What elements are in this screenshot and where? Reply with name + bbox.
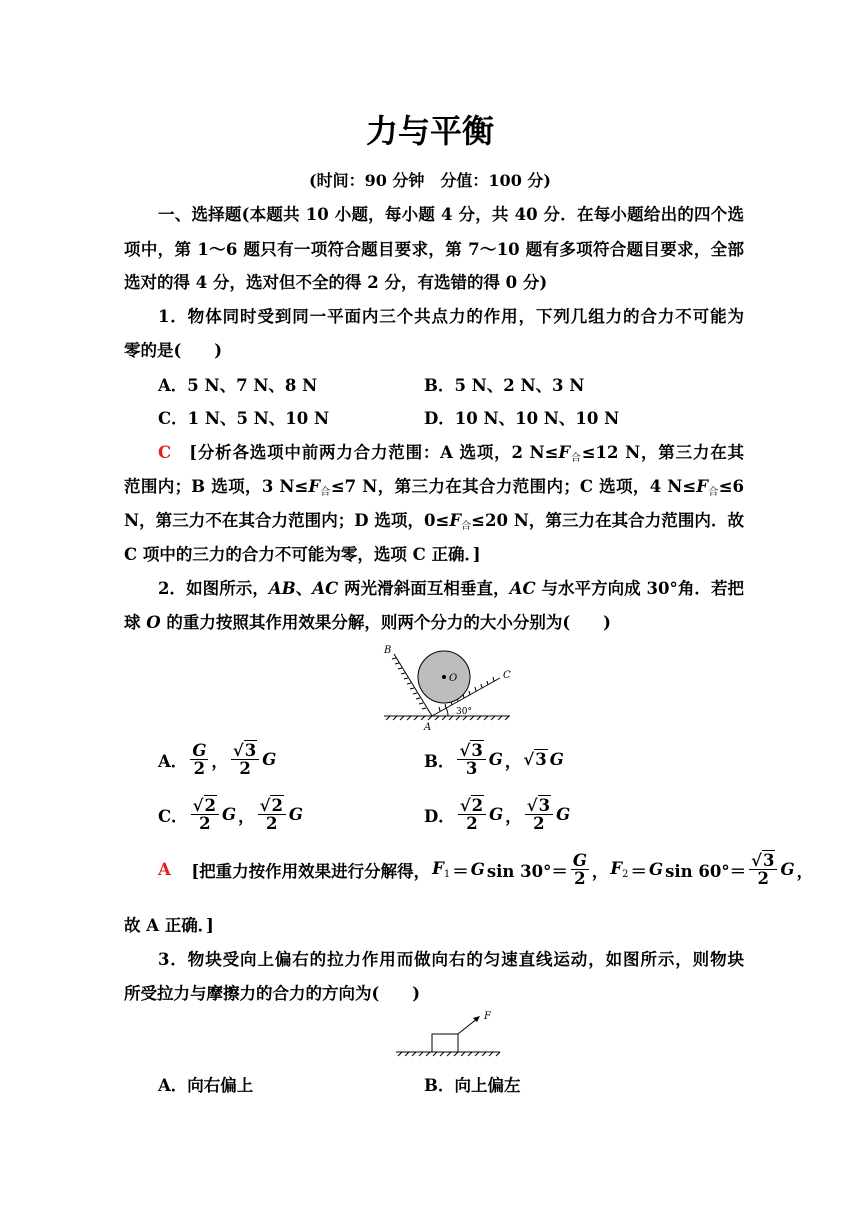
label-angle: 30° (456, 707, 472, 717)
ball-center (442, 675, 446, 679)
q3-figure (392, 1008, 504, 1060)
section-heading: 一、选择题 (158, 205, 242, 224)
page-title: 力与平衡 (365, 112, 494, 150)
q1-explanation-line-4: C 项中的三力的合力不可能为零，选项 C 正确．] (124, 545, 481, 564)
q1-option-b: B．5 N、2 N、3 N (424, 376, 585, 395)
label-a: A (424, 722, 432, 733)
q2-answer: A (158, 860, 171, 880)
section-intro-line-2: 项中，第 1～6 题只有一项符合题目要求，第 7～10 题有多项符合题目要求，全部 (124, 240, 744, 259)
q1-explanation-line-1: C [分析各选项中前两力合力范围：A 选项，2 $N\le F_合\le 12$ N，第三力在其 (158, 443, 744, 464)
section-intro-line-1: 一、选择题(本题共 10 小题，每小题 4 分，共 40 分．在每小题给出的四个选 (158, 205, 744, 224)
q1-stem-line-2: 零的是( ) (124, 341, 223, 360)
q2-explanation-line-2: 故 A 正确．] (124, 916, 214, 935)
q2-stem-line-2: 球 O 的重力按照其作用效果分解，则两个分力的大小分别为( ) (124, 613, 611, 632)
floor-hatch (398, 1052, 500, 1056)
ground-hatch (386, 716, 509, 720)
q1-explanation-line-3: N，第三力不在其合力范围内；D 选项，$0\le F_合\le 20$ N，第三力在其合力范围内．故 (124, 511, 744, 532)
q1-stem-line-1: 1．物体同时受到同一平面内三个共点力的作用，下列几组力的合力不可能为 (158, 307, 744, 326)
q3-stem-line-1: 3．物块受向上偏右的拉力作用而做向右的匀速直线运动，如图所示，则物块 (158, 950, 744, 969)
q1-option-a: A．5 N、7 N、8 N (158, 376, 318, 395)
angle-arc (446, 708, 448, 716)
section-intro-line-3: 选对的得 4 分，选对但不全的得 2 分，有选错的得 0 分) (124, 273, 548, 292)
q1-explanation-line-2: 范围内；B 选项，3 $N\le F_合\le 7$ N，第三力在其合力范围内；C 选项，4 $N\le F_合\le 6$ (124, 477, 745, 498)
q2-option-c: C． $\frac{√2}{2}$ G ， $\frac{√2}{2}$ G (158, 796, 304, 834)
q3-option-b: B．向上偏左 (424, 1076, 521, 1095)
label-b: B (384, 645, 392, 656)
q2-explanation-line-1: A [把重力按作用效果进行分解得， $F_1$ ＝ G sin 30°＝ $\frac{G}{2}$ ， $F_2$ ＝ G sin 60°＝ $\frac{√3}{2}$ G ， (158, 851, 814, 889)
q2-option-d: D． $\frac{√2}{2}$ G ， $\frac{√3}{2}$ G (424, 796, 571, 834)
q3-option-a: A．向右偏上 (158, 1076, 254, 1095)
label-c: C (503, 670, 511, 681)
q1-option-d: D．10 N、10 N、10 N (424, 409, 620, 428)
force-arrow (458, 1018, 478, 1034)
q1-answer: C (158, 443, 172, 462)
q2-option-a: A． $\frac{G}{2}$ ， $\frac{√3}{2}$ G (158, 741, 277, 779)
q1-option-c: C．1 N、5 N、10 N (158, 409, 330, 428)
block (432, 1034, 458, 1052)
label-o: O (449, 673, 458, 684)
label-f: F (484, 1011, 491, 1022)
q2-option-b: B． $\frac{√3}{3}$ G ， √3 G (424, 741, 564, 779)
q2-figure (376, 640, 520, 736)
q3-stem-line-2: 所受拉力与摩擦力的合力的方向为( ) (124, 984, 421, 1003)
q2-stem-line-1: 2．如图所示，AB、AC 两光滑斜面互相垂直，AC 与水平方向成 30°角．若把 (158, 579, 745, 598)
exam-meta: (时间：90 分钟 分值：100 分) (309, 171, 551, 190)
